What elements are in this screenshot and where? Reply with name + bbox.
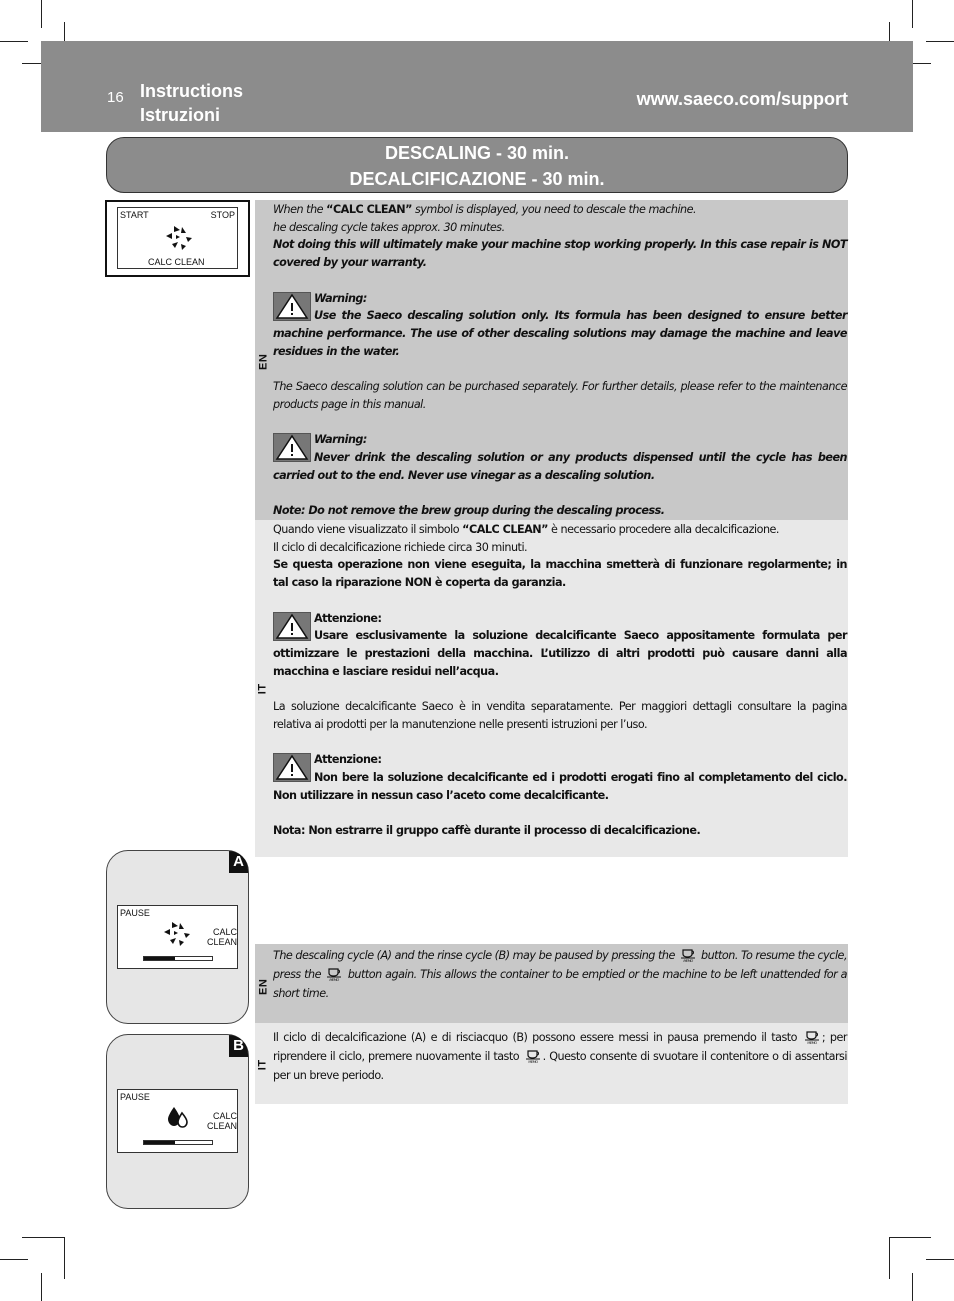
warning-triangle-icon — [273, 433, 311, 462]
page-number: 16 — [107, 89, 124, 106]
warning-body: Usare esclusivamente la soluzione decalcificante Saeco appositamente formulata per ottimizzare le prestazioni della macchina. L’utilizzo di altri prodotti può causare danni alla macchina e lasciare residui nell’acqua. — [273, 629, 847, 678]
memo-cup-button-icon — [523, 1049, 543, 1063]
warranty-note: Not doing this will ultimately make your machine stop working properly. In this case repair is NOT covered by your warranty. — [273, 238, 847, 270]
text-line: Il ciclo di decalcificazione richiede circa 30 minuti. — [273, 540, 528, 554]
warning-block — [273, 751, 847, 804]
text-line: he descaling cycle takes approx. 30 minutes. — [273, 220, 505, 234]
italian-pause-text — [255, 1023, 848, 1085]
crop-mark — [912, 1273, 913, 1301]
language-label-it: IT — [256, 1059, 269, 1071]
text-line: Il ciclo di decalcificazione (A) e di risciacquo (B) possono essere messi in pausa premendo il tasto — [273, 1031, 802, 1044]
text-line: button again. This allows the container to be emptied or the machine to be left unattended for a short time. — [273, 968, 847, 1000]
header-title-it: Istruzioni — [140, 105, 220, 125]
warning-title: Attenzione: — [314, 611, 382, 625]
warranty-note: Se questa operazione non viene eseguita, la macchina smetterà di funzionare regolarmente; in tal caso la riparazione NON è coperta da garanzia. — [273, 558, 847, 590]
text-line: The descaling cycle (A) and the rinse cycle (B) may be paused by pressing the — [273, 949, 678, 962]
crop-mark — [0, 1259, 28, 1260]
lcd-pause-label: PAUSE — [120, 1092, 150, 1102]
italian-text — [255, 520, 848, 840]
language-label-it: IT — [256, 683, 269, 695]
purchase-note: The Saeco descaling solution can be purchased separately. For further details, please refer to the maintenance products page in this manual. — [273, 380, 847, 411]
banner-title-en: DESCALING - 30 min. — [384, 143, 570, 163]
crop-mark — [22, 1237, 64, 1238]
crop-mark — [926, 1259, 954, 1260]
section-banner — [106, 137, 848, 193]
italian-instructions — [255, 520, 848, 857]
descale-arrows-icon — [162, 920, 192, 948]
display-calc-clean — [105, 200, 250, 277]
english-text — [255, 200, 848, 520]
svg-text:MEMO: MEMO — [329, 978, 340, 981]
warning-triangle-icon — [273, 612, 311, 641]
memo-cup-button-icon — [802, 1030, 822, 1044]
lcd-clean-label: CLEAN — [206, 1121, 237, 1131]
warning-text — [273, 769, 847, 804]
brew-group-note: Nota: Non estrarre il gruppo caffè durante il processo di decalcificazione. — [273, 823, 701, 837]
lcd-clean-label: CLEAN — [206, 937, 237, 947]
warning-title: Warning: — [314, 291, 367, 305]
warning-body: Use the Saeco descaling solution only. Its formula has been designed to ensure better machine performance. The use of other descaling solutions may damage the machine and leave residues in the water. — [273, 309, 847, 358]
crop-mark — [912, 0, 913, 28]
figure-label-b: B — [229, 1035, 248, 1057]
device-panel-b — [106, 1034, 249, 1209]
page-header — [41, 41, 913, 132]
lcd-status-label: CALC CLEAN — [148, 257, 205, 267]
calc-clean-term: “CALC CLEAN” — [326, 203, 412, 216]
lcd-calc-label: CALC — [212, 927, 237, 937]
italian-pause-instructions — [255, 1023, 848, 1104]
text-line: symbol is displayed, you need to descale the machine. — [411, 203, 697, 216]
memo-cup-button-icon — [678, 948, 698, 962]
warning-text — [273, 307, 847, 360]
text-line: ; per riprendere il ciclo, premere nuovamente il tasto — [273, 1031, 847, 1063]
crop-mark — [41, 1273, 42, 1301]
header-title-en: Instructions — [140, 81, 244, 101]
english-instructions — [255, 200, 848, 520]
warning-text — [273, 627, 847, 680]
crop-mark — [889, 1237, 890, 1279]
warning-body: Non bere la soluzione decalcificante ed i prodotti erogati fino al completamento del ciclo. Non utilizzare in nessun caso l’aceto come decalcificante. — [273, 770, 847, 802]
brew-group-note: Note: Do not remove the brew group during the descaling process. — [273, 503, 665, 517]
crop-mark — [64, 1237, 65, 1279]
progress-fill — [144, 1141, 175, 1144]
english-pause-text — [255, 944, 848, 1003]
svg-text:MEMO: MEMO — [527, 1060, 538, 1063]
lcd-screen — [117, 1089, 238, 1153]
crop-mark — [0, 41, 28, 42]
language-label-en: EN — [257, 978, 270, 995]
purchase-note: La soluzione decalcificante Saeco è in vendita separatamente. Per maggiori dettagli consultare la pagina relativa ai prodotti per la manutenzione nelle presenti istruzioni per l’uso. — [273, 700, 847, 731]
text-line: . Questo consente di svuotare il contenitore o di assentarsi per un breve periodo. — [273, 1050, 847, 1082]
text-line: è necessario procedere alla decalcificazione. — [547, 523, 779, 536]
warning-title: Warning: — [314, 433, 367, 447]
progress-fill — [144, 957, 175, 960]
warning-text — [273, 449, 847, 484]
header-title — [140, 79, 243, 127]
svg-text:MEMO: MEMO — [807, 1041, 817, 1044]
warning-triangle-icon — [273, 753, 311, 782]
lcd-pause-label: PAUSE — [120, 908, 150, 918]
warning-block — [273, 610, 847, 681]
warning-title: Attenzione: — [314, 753, 382, 767]
lcd-stop-label: STOP — [210, 210, 235, 220]
memo-cup-button-icon — [324, 967, 344, 981]
crop-mark — [926, 41, 954, 42]
crop-mark — [889, 1237, 931, 1238]
support-url[interactable]: www.saeco.com/support — [636, 89, 848, 109]
lcd-screen — [117, 207, 238, 269]
warning-block — [273, 431, 847, 484]
warning-body: Never drink the descaling solution or any products dispensed until the cycle has been carried out to the end. Never use vinegar as a descaling solution. — [273, 450, 847, 482]
figure-label-a: A — [229, 851, 248, 873]
progress-bar — [143, 956, 213, 961]
water-drop-icon — [166, 1105, 190, 1129]
lcd-start-label: START — [120, 210, 149, 220]
text-line: Quando viene visualizzato il simbolo — [273, 523, 463, 536]
language-label-en: EN — [257, 353, 270, 370]
text-line: When the — [273, 203, 327, 216]
descale-arrows-icon — [164, 224, 194, 252]
lcd-calc-label: CALC — [212, 1111, 237, 1121]
text-line: button. To resume the cycle, press the — [273, 949, 847, 981]
lcd-screen — [117, 905, 238, 969]
crop-mark — [41, 0, 42, 28]
warning-block — [273, 290, 847, 361]
banner-title-it: DECALCIFICAZIONE - 30 min. — [349, 169, 605, 189]
device-panel-a — [106, 850, 249, 1024]
english-pause-instructions — [255, 944, 848, 1023]
svg-text:MEMO: MEMO — [683, 959, 693, 962]
calc-clean-term: “CALC CLEAN” — [462, 523, 548, 536]
progress-bar — [143, 1140, 213, 1145]
warning-triangle-icon — [273, 292, 311, 321]
